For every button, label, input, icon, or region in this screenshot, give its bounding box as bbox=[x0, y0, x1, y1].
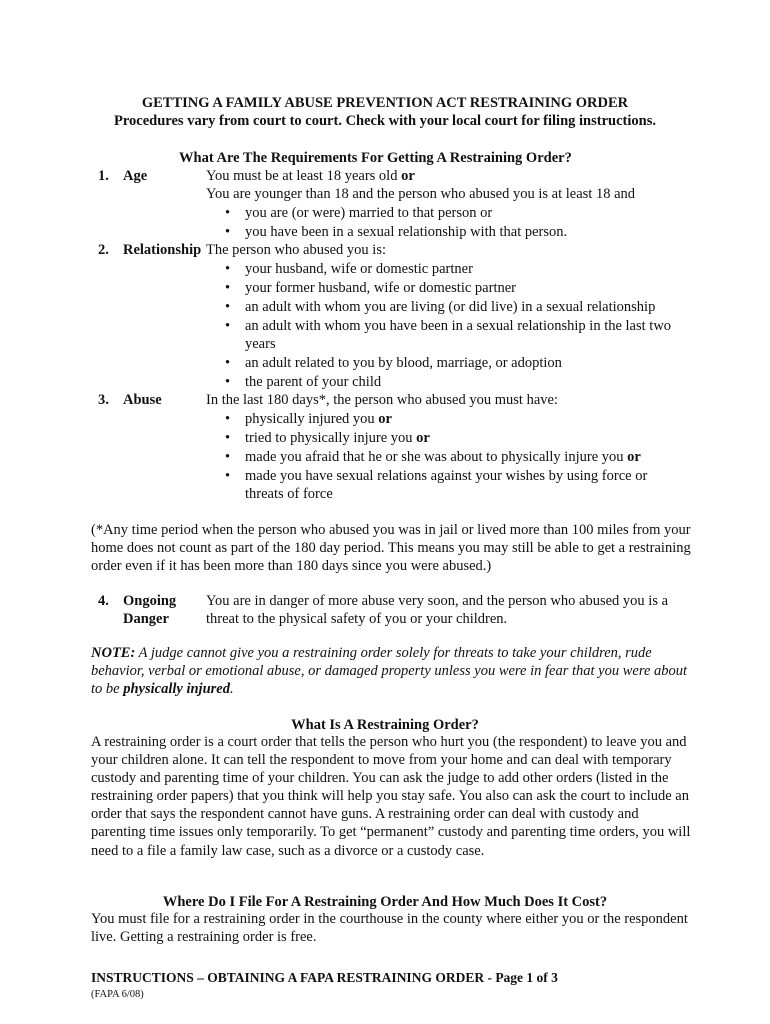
danger-line-2: threat to the physical safety of you or your children. bbox=[206, 611, 508, 627]
item-label-abuse: Abuse bbox=[123, 392, 162, 408]
abuse-bullet: • made you have sexual relations against your wishes by using force or bbox=[245, 467, 647, 486]
item-number-danger: 4. bbox=[98, 593, 109, 609]
note-label: NOTE: bbox=[91, 645, 136, 661]
abuse-bullet: • tried to physically injure you or bbox=[245, 429, 430, 448]
item-label-danger: Ongoing bbox=[123, 593, 177, 609]
age-line-2: You are younger than 18 and the person who abused you is at least 18 and bbox=[206, 186, 636, 202]
document-subtitle: Procedures vary from court to court. Check with your local court for filing instructions. bbox=[114, 113, 656, 129]
age-bullet: • you have been in a sexual relationship with that person. bbox=[245, 223, 567, 242]
item-number-abuse: 3. bbox=[98, 392, 109, 408]
footer-text: INSTRUCTIONS – OBTAINING A FAPA RESTRAINING ORDER - Page 1 of 3 bbox=[91, 970, 558, 985]
footer-form-code: (FAPA 6/08) bbox=[91, 989, 144, 1000]
where-paragraph: You must file for a restraining order in the courthouse in the county where either you or the respondent live. Getting a restraining order is free. bbox=[91, 911, 688, 946]
what-is-paragraph: A restraining order is a court order that tells the person who hurt you (the respondent) to leave you and your children alone. It can tell the respondent to move from your home and can deal with temporary custody and parenting time of your children. You can ask the judge to add other orders (listed in the restraining order papers) that you think will help you stay safe. You also can ask the court to include an order that says the respondent cannot have guns. A restraining order can deal with custody and parenting time issues only temporarily. To get “permanent” custody and parenting time orders, you will need to a file a family law case, such as a divorce or a custody case. bbox=[91, 734, 691, 859]
relationship-bullet: • your husband, wife or domestic partner bbox=[245, 260, 473, 279]
item-label-age: Age bbox=[123, 168, 148, 184]
relationship-bullet-continuation: years bbox=[245, 336, 276, 352]
what-is-heading: What Is A Restraining Order? bbox=[291, 717, 479, 733]
relationship-bullet: • an adult related to you by blood, marriage, or adoption bbox=[245, 354, 562, 373]
abuse-bullet: • physically injured you or bbox=[245, 410, 392, 429]
relationship-bullet: • your former husband, wife or domestic partner bbox=[245, 279, 516, 298]
note-paragraph: NOTE: A judge cannot give you a restraining order solely for threats to take your children, rude behavior, verbal or emotional abuse, or damaged property unless you were in fear that you were about to be physically injured. bbox=[91, 645, 688, 698]
relationship-bullet: • an adult with whom you are living (or did live) in a sexual relationship bbox=[245, 298, 655, 317]
document-title: GETTING A FAMILY ABUSE PREVENTION ACT RESTRAINING ORDER bbox=[141, 95, 629, 111]
age-bullet: • you are (or were) married to that person or bbox=[245, 204, 492, 223]
footnote-paragraph: (*Any time period when the person who abused you was in jail or lived more than 100 miles from your home does not count as part of the 180 day period. This means you may still be able to get a restraining order even if it has been more than 180 days since you were abused.) bbox=[91, 522, 691, 575]
relationship-intro: The person who abused you is: bbox=[206, 242, 387, 258]
item-number-relationship: 2. bbox=[98, 242, 109, 258]
abuse-intro: In the last 180 days*, the person who abused you must have: bbox=[206, 392, 558, 408]
abuse-bullet-continuation: threats of force bbox=[245, 486, 333, 502]
age-line-1: You must be at least 18 years old or bbox=[206, 168, 415, 184]
item-number-age: 1. bbox=[98, 168, 109, 184]
relationship-bullet: • an adult with whom you have been in a sexual relationship in the last two bbox=[245, 317, 671, 336]
danger-line-1: You are in danger of more abuse very soon, and the person who abused you is a bbox=[206, 593, 669, 609]
abuse-bullet: • made you afraid that he or she was about to physically injure you or bbox=[245, 448, 641, 467]
item-label-danger-2: Danger bbox=[123, 611, 169, 627]
where-heading: Where Do I File For A Restraining Order And How Much Does It Cost? bbox=[162, 894, 608, 910]
requirements-heading: What Are The Requirements For Getting A Restraining Order? bbox=[179, 150, 572, 166]
item-label-relationship: Relationship bbox=[123, 242, 202, 258]
relationship-bullet: • the parent of your child bbox=[245, 373, 381, 392]
